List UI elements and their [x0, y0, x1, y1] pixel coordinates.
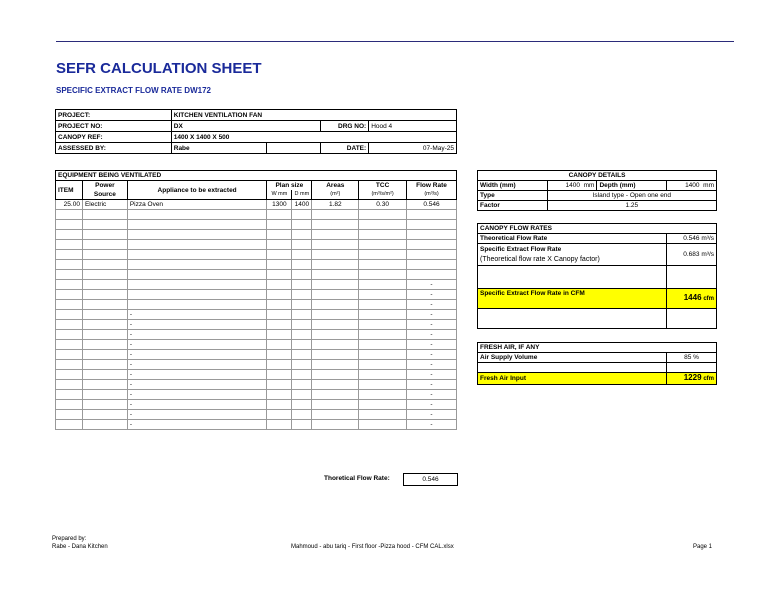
total-value: 0.546	[403, 473, 458, 486]
row-appliance-dash: -	[127, 380, 267, 390]
project-no-value: DX	[171, 121, 321, 132]
table-row	[56, 330, 457, 340]
specific-unit: m³/s	[701, 251, 714, 258]
theoretical-unit: m³/s	[701, 235, 714, 242]
prepared-by-value: Rabe - Dana Kitchen	[52, 544, 108, 550]
type-label: Type	[478, 191, 548, 201]
row-flow-dash: -	[407, 340, 457, 350]
width-value: 1400	[565, 182, 581, 189]
col-areas-unit: (m²)	[312, 190, 359, 200]
canopy-details-title: CANOPY DETAILS	[478, 171, 717, 181]
table-row	[56, 230, 457, 240]
row-flow-dash: -	[407, 360, 457, 370]
table-row	[56, 310, 457, 320]
project-info-table	[55, 109, 457, 154]
row-flow-dash: -	[407, 410, 457, 420]
type-value: Island type - Open one end	[547, 191, 716, 201]
col-source: Source	[82, 190, 127, 200]
table-row	[56, 250, 457, 260]
assessed-by-label: ASSESSED BY:	[56, 143, 172, 154]
table-row	[56, 240, 457, 250]
row-tcc: 0.30	[359, 200, 407, 210]
col-d-mm: D mm	[292, 190, 312, 200]
depth-label: Depth (mm)	[597, 181, 667, 191]
row-appliance-dash: -	[127, 360, 267, 370]
row-flow-dash: -	[407, 300, 457, 310]
prepared-by-label: Prepared by:	[52, 536, 87, 542]
col-plan-size: Plan size	[267, 181, 312, 191]
row-appliance-dash: -	[127, 330, 267, 340]
project-value: KITCHEN VENTILATION FAN	[171, 110, 456, 121]
equipment-section-title: EQUIPMENT BEING VENTILATED	[56, 171, 457, 181]
fresh-air-table	[477, 342, 717, 385]
canopy-flow-title: CANOPY FLOW RATES	[478, 224, 717, 234]
depth-unit: mm	[703, 182, 714, 189]
table-row	[56, 260, 457, 270]
table-row	[56, 420, 457, 430]
cfm-value: 1446	[683, 293, 702, 302]
row-flow-dash: -	[407, 390, 457, 400]
theoretical-label: Theoretical Flow Rate	[478, 234, 667, 244]
cfm-label: Specific Extract Flow Rate in CFM	[478, 289, 667, 309]
page-subtitle: SPECIFIC EXTRACT FLOW RATE DW172	[56, 86, 211, 95]
cfm-unit: cfm	[703, 296, 714, 302]
table-row	[56, 220, 457, 230]
table-row	[56, 320, 457, 330]
row-appliance-dash: -	[127, 400, 267, 410]
factor-label: Factor	[478, 201, 548, 211]
row-flow: 0.546	[407, 200, 457, 210]
col-item: ITEM	[56, 181, 83, 200]
col-power: Power	[82, 181, 127, 191]
header-rule	[56, 41, 734, 42]
row-area: 1.82	[312, 200, 359, 210]
col-appliance: Appliance to be extracted	[127, 181, 267, 200]
assessed-by-value: Rabe	[171, 143, 267, 154]
date-value: 07-May-25	[369, 143, 457, 154]
width-unit: mm	[583, 182, 595, 189]
page-title: SEFR CALCULATION SHEET	[56, 60, 262, 77]
col-tcc-unit: (m³/s/m²)	[359, 190, 407, 200]
row-flow-dash: -	[407, 370, 457, 380]
total-label: Thoretical Flow Rate:	[324, 475, 390, 482]
row-flow-dash: -	[407, 310, 457, 320]
row-power: Electric	[82, 200, 127, 210]
theoretical-value: 0.546	[683, 235, 700, 242]
col-tcc: TCC	[359, 181, 407, 191]
row-flow-dash: -	[407, 420, 457, 430]
col-w-mm: W mm	[267, 190, 292, 200]
row-appliance-dash: -	[127, 370, 267, 380]
width-label: Width (mm)	[478, 181, 548, 191]
row-w: 1300	[267, 200, 292, 210]
project-no-label: PROJECT NO:	[56, 121, 172, 132]
table-row	[56, 350, 457, 360]
canopy-ref-label: CANOPY REF:	[56, 132, 172, 143]
table-row	[56, 300, 457, 310]
supply-value: 85	[684, 354, 692, 361]
row-appliance-dash: -	[127, 390, 267, 400]
file-name: Mahmoud - abu tariq - First floor -Pizza hood - CFM CAL.xlsx	[291, 544, 454, 550]
fresh-air-input-value: 1229	[683, 373, 702, 382]
table-row	[56, 270, 457, 280]
supply-label: Air Supply Volume	[478, 353, 667, 363]
specific-label: Specific Extract Flow Rate	[480, 245, 562, 253]
supply-unit: %	[693, 354, 699, 361]
row-flow-dash: -	[407, 330, 457, 340]
canopy-details-table	[477, 170, 717, 211]
row-flow-dash: -	[407, 280, 457, 290]
table-row	[56, 210, 457, 220]
col-flow-rate: Flow Rate	[407, 181, 457, 191]
row-flow-dash: -	[407, 380, 457, 390]
fresh-air-input-label: Fresh Air Input	[478, 373, 667, 385]
row-appliance-dash: -	[127, 420, 267, 430]
depth-value: 1400	[685, 182, 700, 189]
table-row	[56, 400, 457, 410]
page-number: Page 1	[693, 544, 713, 550]
table-row	[56, 340, 457, 350]
row-appliance-dash: -	[127, 310, 267, 320]
table-row	[56, 380, 457, 390]
row-d: 1400	[292, 200, 312, 210]
col-areas: Areas	[312, 181, 359, 191]
equipment-table	[55, 170, 457, 430]
row-appliance-dash: -	[127, 410, 267, 420]
fresh-air-input-unit: cfm	[703, 376, 714, 382]
table-row	[56, 280, 457, 290]
table-row	[56, 360, 457, 370]
row-appliance-dash: -	[127, 350, 267, 360]
row-appliance-dash: -	[127, 320, 267, 330]
project-label: PROJECT:	[56, 110, 172, 121]
specific-note: (Theoretical flow rate X Canopy factor)	[480, 255, 600, 263]
drg-no-value: Hood 4	[369, 121, 457, 132]
table-row	[56, 370, 457, 380]
table-row	[56, 410, 457, 420]
row-flow-dash: -	[407, 290, 457, 300]
date-label: DATE:	[321, 143, 369, 154]
col-flow-unit: (m³/s)	[407, 190, 457, 200]
fresh-air-title: FRESH AIR, IF ANY	[478, 343, 717, 353]
blank-cell	[267, 143, 321, 154]
row-flow-dash: -	[407, 350, 457, 360]
row-appliance: Pizza Oven	[127, 200, 267, 210]
canopy-ref-value: 1400 X 1400 X 500	[171, 132, 456, 143]
table-row	[56, 290, 457, 300]
row-item: 25.00	[56, 200, 83, 210]
specific-value: 0.683	[683, 251, 700, 258]
drg-no-label: DRG NO:	[321, 121, 369, 132]
row-flow-dash: -	[407, 400, 457, 410]
factor-value: 1.25	[547, 201, 716, 211]
row-appliance-dash: -	[127, 340, 267, 350]
row-flow-dash: -	[407, 320, 457, 330]
table-row	[56, 390, 457, 400]
table-row	[56, 200, 457, 210]
canopy-flow-table	[477, 223, 717, 329]
